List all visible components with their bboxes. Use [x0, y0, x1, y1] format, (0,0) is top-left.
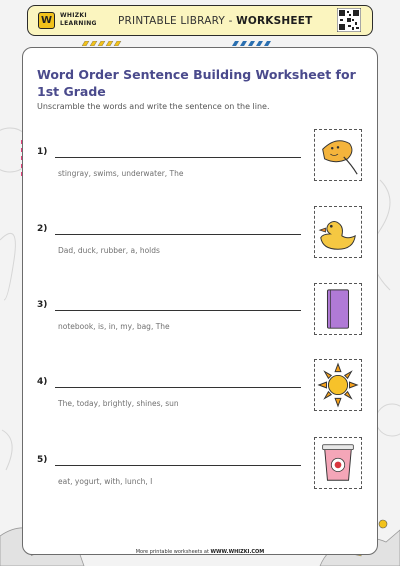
- answer-line[interactable]: [55, 234, 301, 235]
- footer-text-prefix: More printable worksheets at: [135, 549, 211, 555]
- sun-icon: [314, 359, 362, 411]
- notebook-icon: [314, 283, 362, 335]
- header-title: [118, 15, 312, 27]
- logo-wordmark: [60, 12, 97, 27]
- question-number: 2): [37, 224, 48, 234]
- scrambled-words: notebook, is, in, my, bag, The: [58, 322, 170, 331]
- qr-code-icon: [337, 8, 361, 32]
- question-number: 5): [37, 455, 48, 465]
- worksheet-instructions: Unscramble the words and write the sentence on the line.: [37, 102, 270, 111]
- question-number: 4): [37, 377, 48, 387]
- worksheet-title: Word Order Sentence Building Worksheet for 1st Grade: [37, 67, 356, 99]
- question-number: 1): [37, 147, 48, 157]
- answer-line[interactable]: [55, 157, 301, 158]
- scrambled-words: eat, yogurt, with, lunch, I: [58, 477, 153, 486]
- footer-credit: [0, 549, 400, 555]
- scrambled-words: The, today, brightly, shines, sun: [58, 399, 179, 408]
- yogurt-icon: [314, 437, 362, 489]
- blue-tick-decoration: [232, 41, 276, 46]
- answer-line[interactable]: [55, 387, 301, 388]
- footer-website-link[interactable]: WWW.WHIZKI.COM: [210, 549, 265, 555]
- logo-line-1: WHIZKI: [60, 12, 87, 19]
- scrambled-words: Dad, duck, rubber, a, holds: [58, 246, 160, 255]
- stingray-icon: [314, 129, 362, 181]
- scrambled-words: stingray, swims, underwater, The: [58, 169, 184, 178]
- header-title-bold: WORKSHEET: [236, 15, 313, 27]
- whizki-logo-icon: W: [38, 12, 55, 29]
- rubber-duck-icon: [314, 206, 362, 258]
- logo-line-2: LEARNING: [60, 19, 97, 27]
- question-number: 3): [37, 300, 48, 310]
- header-title-prefix: PRINTABLE LIBRARY -: [118, 15, 237, 27]
- yellow-tick-decoration: [82, 41, 126, 46]
- answer-line[interactable]: [55, 310, 301, 311]
- answer-line[interactable]: [55, 465, 301, 466]
